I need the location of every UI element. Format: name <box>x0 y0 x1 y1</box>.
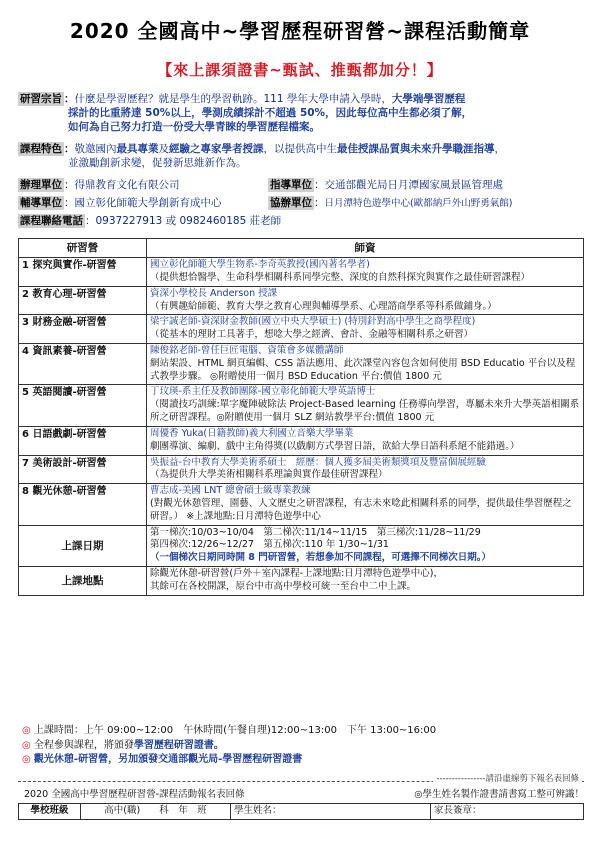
purpose-text-3: 如何為自己努力打造一份受大學青睞的學習歷程檔案。 <box>68 121 320 134</box>
purpose-text-2: 採計的比重將達 50%以上，學測成績採計不超過 50%，因此每位高中生都必須了解， <box>68 107 473 120</box>
school-field[interactable]: 高中(職) 科 年 班 <box>81 804 231 820</box>
contact-row <box>18 214 586 228</box>
feature-text-g: 最佳授課品質與未來升學職涯指導 <box>337 143 495 155</box>
teacher-line-2: （從基本的理財工具著手，想唸大學之經濟、會計、金融等相關科系之研習） <box>150 329 474 341</box>
purpose-section: 研習宗旨 ：什麼是學習歷程？就是學生的學習軌跡。111 學年大學申請入學時，大學端學習歷程 採計的比重將達 50%以上，學測成績採計不超過 50%，因此每位高中生都必須了解， 如何為自己努力打造一份受大學青睞的學習歷程檔案。 <box>18 92 586 135</box>
guide-value: 交通部觀光局日月潭國家風景區管理處 <box>324 179 503 191</box>
feature-text-b: 最具專業 <box>116 143 159 155</box>
camp-name: 3 財務金融-研習營 <box>19 315 147 344</box>
table-row <box>19 484 584 525</box>
teacher-line-1: 曹志成-美國 LNT 總會碩士級專業教練 <box>150 485 311 497</box>
organizer-row: 辦理單位 ：得鼎教育文化有限公司 指導單位 ：交通部觀光局日月潭國家風景區管理處 <box>20 179 503 191</box>
teacher-info <box>147 455 584 484</box>
location-info <box>147 567 584 596</box>
dates-info <box>147 525 584 566</box>
parent-signature-field[interactable]: 家長簽章： <box>431 804 584 820</box>
teacher-info <box>147 315 584 344</box>
feature-text-e: 之專家學者授課 <box>190 143 264 155</box>
location-line-1: 除觀光休憩-研習營(戶外＋室內課程-上課地點:日月潭特色遊學中心)， <box>150 568 443 580</box>
contact-value: ：0937227913 或 0982460185 莊老師 <box>85 215 282 227</box>
registration-form <box>18 803 584 820</box>
dates-line-2: 第四梯次:12/26~12/27 第五梯次:110 年 1/30~1/31 <box>150 539 389 551</box>
teacher-info <box>147 258 584 287</box>
page-title: 2020 全國高中~學習歷程研習營~課程活動簡章 <box>69 19 531 43</box>
teacher-info <box>147 484 584 525</box>
note-tourism: 觀光休憩-研習營，另加頒發交通部觀光局-學習歷程研習證書 <box>33 754 303 765</box>
teacher-line-2: （提供想恰醫學、生命科學相關科系同學完整、深度的自然科探究與實作之最佳研習課程） <box>150 271 531 283</box>
teacher-line-2: （有興趣給師範、教育大學之教育心理與輔導學系、心理諮商學系等科系做鋪身。） <box>150 300 497 312</box>
organizer-value: 得鼎教育文化有限公司 <box>74 179 180 191</box>
column-header-camp: 研習營 <box>19 239 147 258</box>
teacher-line-2: （為提供升大學美術相關科系理論與實作最佳研習課程） <box>150 469 388 481</box>
note-certificate-a: 全程參與課程，將頒發 <box>33 739 134 751</box>
teacher-line-2: (對觀光休憩管理、園藝、人文歷史之研習課程，有志未來唸此相關科系的同學，提供最佳學習歷程之研習。） ※上課地點:日月潭特色遊學中心 <box>150 497 572 522</box>
dates-label: 上課日期 <box>19 525 147 566</box>
table-header-row <box>19 239 584 258</box>
dates-row <box>19 525 584 566</box>
teacher-line-2: 網站架設、HTML 網頁編輯、CSS 語法應用、此次課堂內容包含如何使用 BSD Educatio 平台以及程式教學步驟。 ◎附贈使用一個月 BSD Education 平台:價值 1800 元 <box>150 357 576 382</box>
teacher-line-1: 資深小學校長 Anderson 授課 <box>150 287 278 299</box>
column-header-teacher: 師資 <box>147 239 584 258</box>
coop-label: 協辦單位 <box>270 197 312 209</box>
teacher-line-1: 梁宇誠老師-資深財金教師(國立中央大學碩士) (特別針對高中學生之商學程度) <box>150 316 476 328</box>
table-row <box>19 344 584 385</box>
feature-text-d: 經驗 <box>169 143 190 155</box>
coop-value: 日月潭特色遊學中心(歐都納戶外山野勇氣館) <box>324 198 513 209</box>
purpose-label: 研習宗旨 <box>20 93 62 105</box>
bullet-icon: ◎ <box>22 754 31 765</box>
table-row <box>19 315 584 344</box>
purpose-text-1a: 什麼是學習歷程？就是學生的學習軌跡。111 學年大學申請入學時， <box>74 93 392 105</box>
assist-row: 輔導單位 ：國立彰化師範大學創新育成中心 協辦單位 ：日月潭特色遊學中心(歐都納戶外山野勇氣館) <box>20 197 513 209</box>
teacher-info <box>147 385 584 426</box>
teacher-line-1: 吳振益-台中教育大學美術系碩士 經歷：個人獲多屆美術類獎項及豐富個展經驗 <box>150 456 486 468</box>
feature-text-f: ，以提供高中生 <box>263 143 337 155</box>
note-time: 上課時間：上午 09:00~12:00 午休時間(午餐自理)12:00~13:00 下午 13:00~16:00 <box>33 725 437 736</box>
teacher-line-1: 陳俊銘老師-曾任巨匠電腦、資策會多媒體講師 <box>150 345 344 357</box>
teacher-info <box>147 286 584 315</box>
table-row <box>19 426 584 455</box>
feature-label: 課程特色 <box>20 143 62 155</box>
assist-label: 輔導單位 <box>20 197 62 209</box>
camp-name: 8 觀光休憩-研習營 <box>19 484 147 525</box>
camp-name: 2 教育心理-研習營 <box>19 286 147 315</box>
school-label: 學校班級 <box>19 804 81 820</box>
feature-text-c: 及 <box>158 143 169 155</box>
camps-table <box>18 238 584 596</box>
form-notice: ◎學生姓名製作證書請書寫工整可辨識！ <box>414 789 584 800</box>
note-certificate-b: 學習歷程研習證書。 <box>133 739 224 751</box>
dates-note: （一個梯次日期同時開 8 門研習營，若想參加不同課程，可選擇不同梯次日期。） <box>150 552 491 564</box>
table-row <box>19 385 584 426</box>
table-row <box>19 455 584 484</box>
feature-section: 課程特色 ：敬邀國內最具專業及經驗之專家學者授課，以提供高中生最佳授課品質與未來升學職涯指導， 並激勵創新求變，促發新思維新作為。 <box>18 142 586 170</box>
camp-name: 6 日語戲劇-研習營 <box>19 426 147 455</box>
feature-text-h: ， <box>494 143 505 155</box>
teacher-line-1: 丁玟瑛-系主任及教師團隊-國立彰化師範大學英語博士 <box>150 386 376 398</box>
location-row <box>19 567 584 596</box>
camp-name: 7 美術設計-研習營 <box>19 455 147 484</box>
teacher-line-1: 國立彰化師範大學生物系-李奇英教授(國內著名學者) <box>150 259 370 271</box>
bullet-icon: ◎ <box>22 739 31 751</box>
teacher-line-2: 劇團導演、編劇、戲中主角得獎(以戲劇方式學習日語，欲給大學日語科系絕不能錯過。） <box>150 440 520 452</box>
camp-name: 1 探究與實作-研習營 <box>19 258 147 287</box>
location-label: 上課地點 <box>19 567 147 596</box>
teacher-line-1: 周優香 Yuka(日籍教師)義大利國立音樂大學畢業 <box>150 427 354 439</box>
assist-value: 國立彰化師範大學創新育成中心 <box>74 197 222 209</box>
guide-label: 指導單位 <box>270 179 312 191</box>
organizer-label: 辦理單位 <box>20 179 62 191</box>
feature-text-2: 並激勵創新求變，促發新思維新作為。 <box>68 157 247 170</box>
form-row-school <box>19 804 584 820</box>
table-row <box>19 286 584 315</box>
feature-text-a: 敬邀國內 <box>74 143 117 155</box>
location-line-2: 其餘可在各校開課，原台中市高中學校可統一至台中二中上課。 <box>150 580 417 592</box>
camp-name: 5 英語閱讀-研習營 <box>19 385 147 426</box>
contact-label: 課程聯絡電話 <box>20 215 83 227</box>
bullet-icon: ◎ <box>22 725 31 736</box>
purpose-text-1b: 大學端學習歷程 <box>391 93 466 105</box>
notes-section <box>22 724 582 768</box>
page-subtitle: 【來上課須證書~甄試、推甄都加分！】 <box>157 61 443 79</box>
form-title: 2020 全國高中學習歷程研習營-課程活動報名表回條 <box>24 789 245 800</box>
dates-line-1: 第一梯次:10/03~10/04 第二梯次:11/14~11/15 第三梯次:11/28~11/29 <box>150 526 481 538</box>
teacher-line-2: （閱讀技巧訓練:單字魔陣破除法 Project-Based learning 任務導向學習，專屬未來升大學英語相關系所之研習課程。◎附贈使用一個月 SLZ 網站教學平台:價值 1800 元 <box>150 399 580 424</box>
student-name-field[interactable]: 學生姓名： <box>231 804 431 820</box>
form-header <box>24 789 584 802</box>
table-row <box>19 258 584 287</box>
teacher-info <box>147 344 584 385</box>
cut-line-text: ----------------請沿虛線剪下報名表回條 <box>433 774 582 785</box>
camp-name: 4 資訊素養-研習營 <box>19 344 147 385</box>
teacher-info <box>147 426 584 455</box>
